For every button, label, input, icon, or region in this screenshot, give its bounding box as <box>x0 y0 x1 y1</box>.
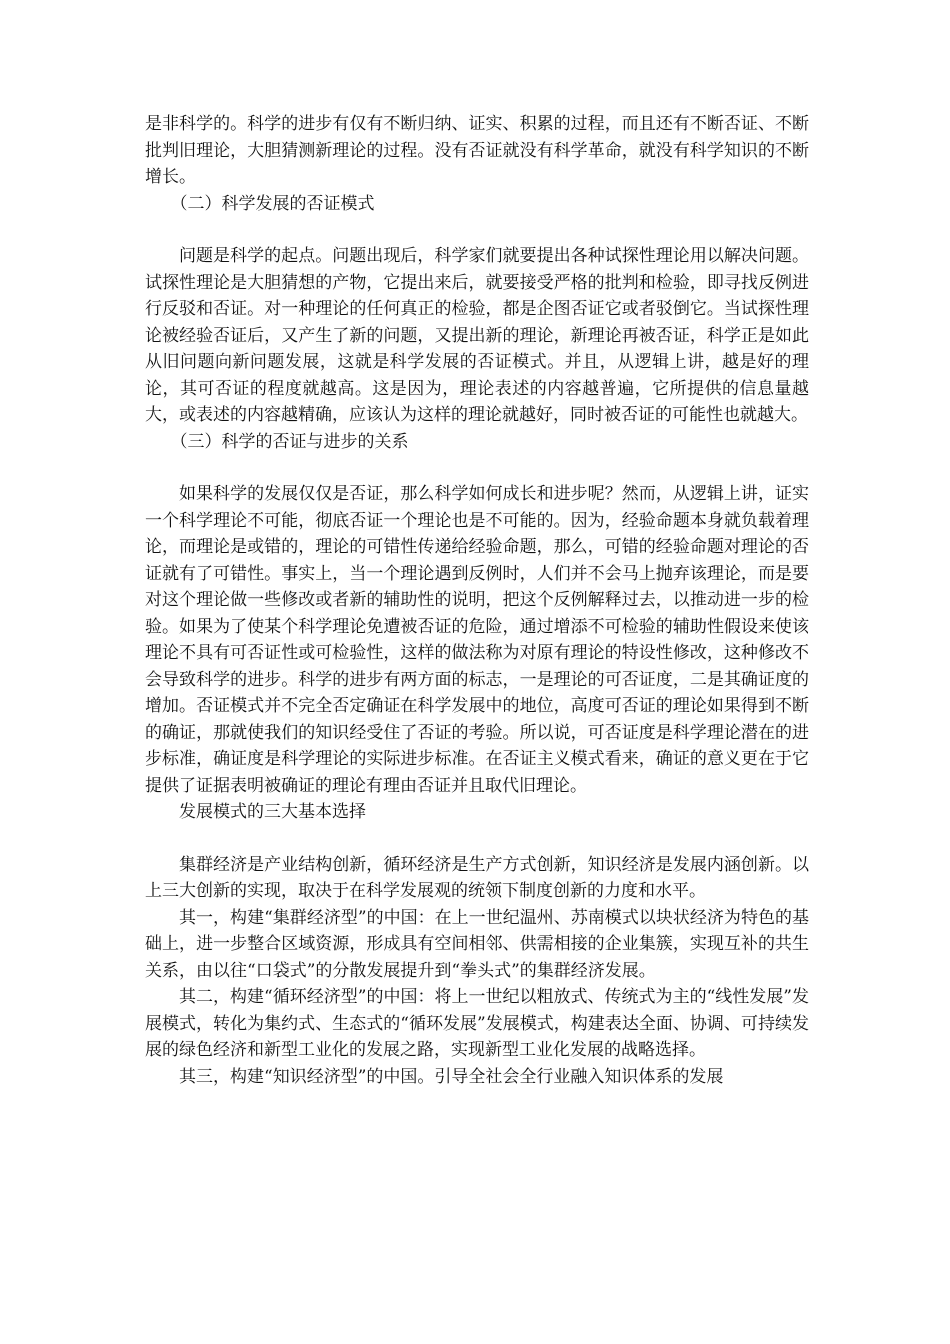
paragraph-circular-economy: 其二，构建“循环经济型”的中国：将上一世纪以粗放式、传统式为主的“线性发展”发展模式，转化为集约式、生态式的“循环发展”发展模式，构建表达全面、协调、可持续发展的绿色经济和新型工业化的发展之路，实现新型工业化发展的战略选择。 <box>145 987 809 1060</box>
paragraph-falsification-model: 问题是科学的起点。问题出现后，科学家们就要提出各种试探性理论用以解决问题。试探性理论是大胆猜想的产物，它提出来后，就要接受严格的批判和检验，即寻找反例进行反驳和否证。对一种理论的任何真正的检验，都是企图否证它或者驳倒它。当试探性理论被经验否证后，又产生了新的问题，又提出新的理论，新理论再被否证，科学正是如此从旧问题向新问题发展，这就是科学发展的否证模式。并且，从逻辑上讲，越是好的理论，其可否证的程度就越高。这是因为，理论表述的内容越普遍，它所提供的信息量越大，或表述的内容越精确，应该认为这样的理论就越好，同时被否证的可能性也就越大。 <box>145 246 809 425</box>
document-page <box>145 111 809 1090</box>
section-heading-2: （二）科学发展的否证模式 <box>170 193 375 214</box>
section-heading-development-models: 发展模式的三大基本选择 <box>179 802 366 822</box>
paragraph-three-innovations: 集群经济是产业结构创新，循环经济是生产方式创新，知识经济是发展内涵创新。以上三大创新的实现，取决于在科学发展观的统领下制度创新的力度和水平。 <box>145 854 809 901</box>
paragraph-knowledge-economy: 其三，构建“知识经济型”的中国。引导全社会全行业融入知识体系的发展 <box>179 1066 724 1087</box>
paragraph-falsification-progress: 如果科学的发展仅仅是否证，那么科学如何成长和进步呢？然而，从逻辑上讲，证实一个科学理论不可能，彻底否证一个理论也是不可能的。因为，经验命题本身就负载着理论，而理论是或错的，理论的可错性传递给经验命题，那么，可错的经验命题对理论的否证就有了可错性。事实上，当一个理论遇到反例时，人们并不会马上抛弃该理论，而是要对这个理论做一些修改或者新的辅助性的说明，把这个反例解释过去，以推动进一步的检验。如果为了使某个科学理论免遭被否证的危险，通过增添不可检验的辅助性假设来使该理论不具有可否证性或可检验性，这样的做法称为对原有理论的特设性修改，这种修改不会导致科学的进步。科学的进步有两方面的标志，一是理论的可否证度，二是其确证度的增加。否证模式并不完全否定确证在科学发展中的地位，高度可否证的理论如果得到不断的确证，那就使我们的知识经受住了否证的考验。所以说，可否证度是科学理论潜在的进步标准，确证度是科学理论的实际进步标准。在否证主义模式看来，确证的意义更在于它提供了证据表明被确证的理论有理由否证并且取代旧理论。 <box>145 484 809 796</box>
paragraph-cluster-economy: 其一，构建“集群经济型”的中国：在上一世纪温州、苏南模式以块状经济为特色的基础上，进一步整合区域资源，形成具有空间相邻、供需相接的企业集簇，实现互补的共生关系，由以往“口袋式”的分散发展提升到“拳头式”的集群经济发展。 <box>145 907 809 981</box>
paragraph-continuation: 是非科学的。科学的进步有仅有不断归纳、证实、积累的过程，而且还有不断否证、不断批判旧理论，大胆猜测新理论的过程。没有否证就没有科学革命，就没有科学知识的不断增长。 <box>145 114 809 187</box>
section-heading-3: （三）科学的否证与进步的关系 <box>170 431 409 452</box>
